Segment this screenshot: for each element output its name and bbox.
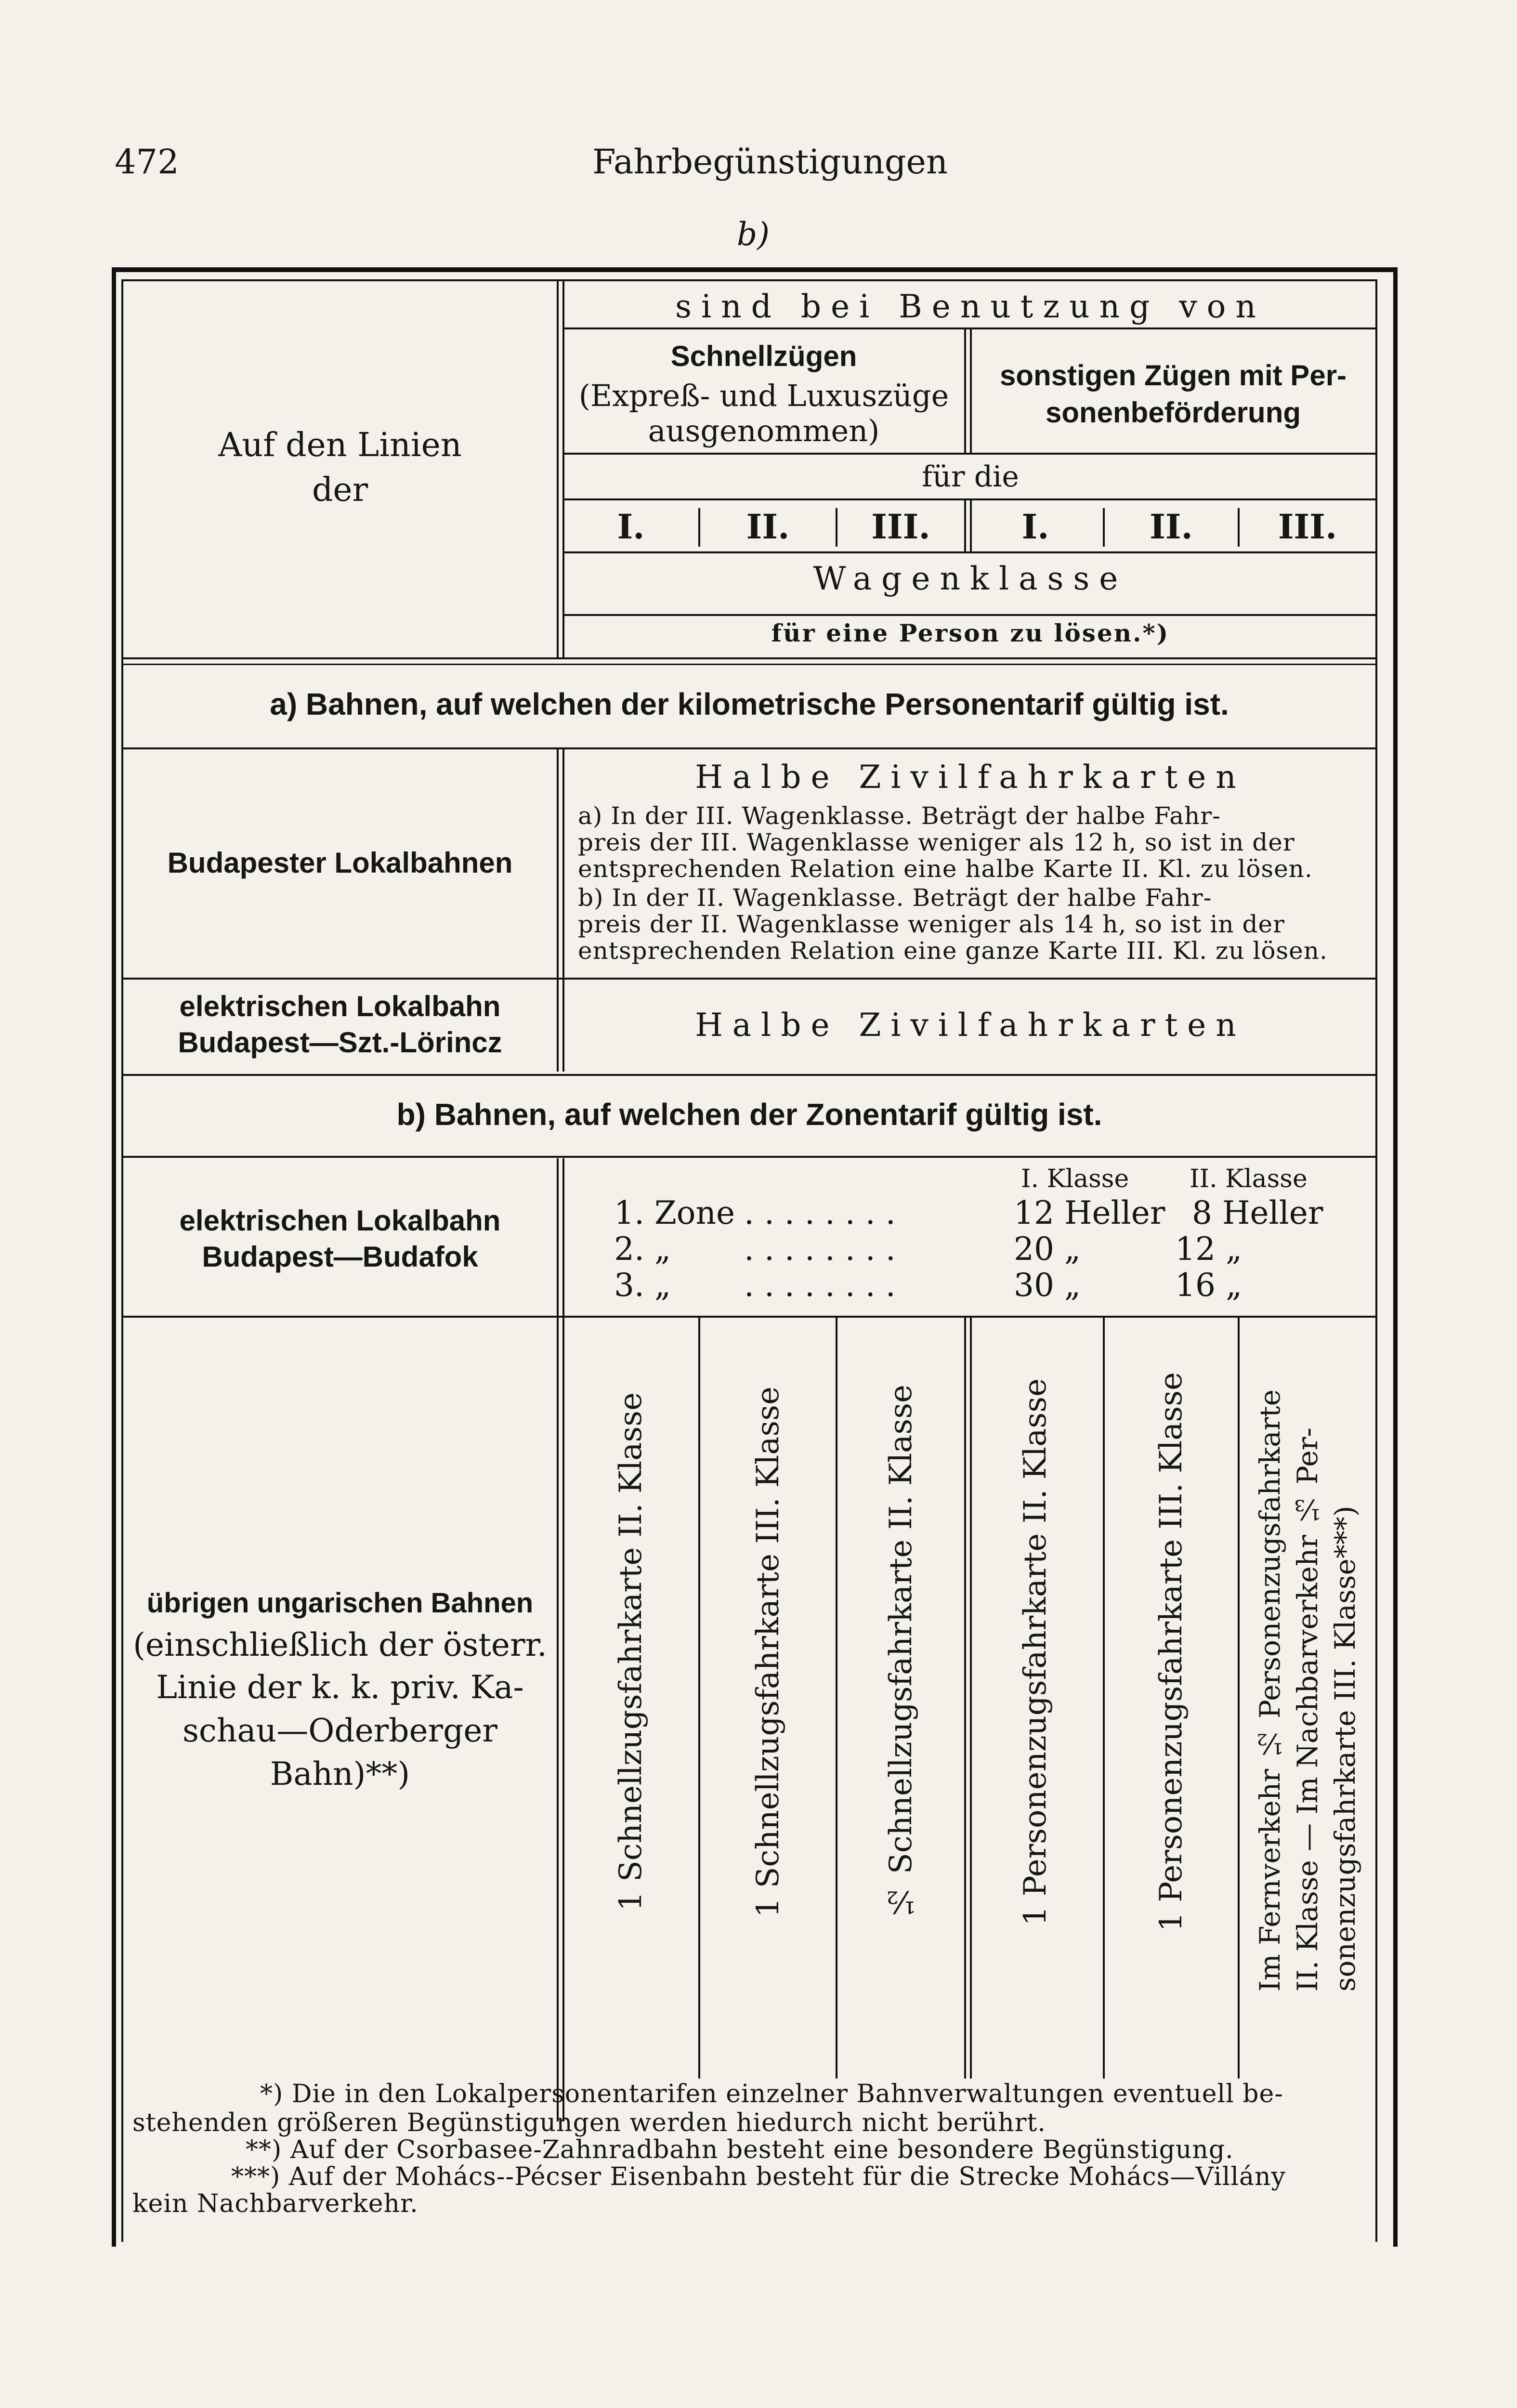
schnellzuegen-title: Schnellzügen [670, 340, 857, 372]
uebrigen-name-line4: Bahn)**) [270, 1755, 410, 1793]
zone-1-c2: 8 Heller [1192, 1194, 1323, 1231]
budapester-line2: preis der III. Wagenklasse weniger als 12 h, so ist in der [578, 828, 1295, 856]
fuer-die: für die [922, 460, 1019, 494]
hline-section-b-top [121, 1074, 1377, 1076]
uebrigen-col-6-line1: Im Fernverkehr ½ Personenzugsfahrkarte [1254, 1389, 1286, 1992]
uebrigen-col-3-text: ½ Schnellzugsfahrkarte II. Klasse [883, 1384, 919, 1920]
uebrigen-col-3 [837, 1339, 964, 1965]
uebrigen-col-6-text [1251, 1389, 1364, 1991]
hline-section-a-top [121, 657, 1377, 659]
sonstigen-line1: sonstigen Zügen mit Per- [999, 359, 1347, 392]
footnote-1a: *) Die in den Lokalpersonentarifen einzelner Bahnverwaltungen eventuell be- [260, 2080, 1283, 2108]
uebrigen-col-5 [1105, 1339, 1238, 1965]
uebrigen-name-line3: schau—Oderberger [183, 1712, 497, 1749]
zone-2-c1: 20 „ [1014, 1230, 1081, 1268]
footnote-1b: stehenden größeren Begünstigungen werden hiedurch nicht berührt. [132, 2108, 1046, 2137]
fuer-eine-person: für eine Person zu lösen.*) [771, 619, 1170, 647]
class-label-6: III. [1278, 507, 1337, 547]
running-title: Fahrbegünstigungen [592, 142, 948, 182]
hline-fuer-die-top [563, 453, 1377, 455]
uebrigen-col-6 [1240, 1339, 1375, 2042]
hline-classes-bottom [563, 551, 1377, 553]
class-label-2: II. [746, 507, 790, 547]
wagenklasse: Wagenklasse [813, 560, 1128, 597]
zone-3-c1: 30 „ [1014, 1267, 1081, 1304]
schnellzuegen-sub1: (Expreß- und Luxuszüge [578, 378, 949, 413]
footnote-2: **) Auf der Csorbasee-Zahnradbahn besteht eine besondere Begünstigung. [246, 2135, 1234, 2164]
hline-section-a-top2 [121, 664, 1377, 665]
zone-2-label: 2. „ [614, 1230, 671, 1268]
budapester-name: Budapester Lokalbahnen [167, 847, 513, 879]
uebrigen-col-5-text: 1 Personenzugsfahrkarte III. Klasse [1153, 1372, 1189, 1932]
uebrigen-col-2-text: 1 Schnellzugsfahrkarte III. Klasse [750, 1386, 786, 1918]
left-header-line2: der [312, 471, 368, 509]
zone-3-c2: 16 „ [1175, 1267, 1242, 1304]
hline-section-a-bottom [121, 747, 1377, 749]
hline-budapester-bottom [121, 978, 1377, 980]
class-label-1: I. [617, 507, 645, 547]
budafok-col1-header: I. Klasse [1021, 1165, 1129, 1193]
zone-3-label: 3. „ [614, 1267, 671, 1304]
section-a-heading: a) Bahnen, auf welchen der kilometrische Personentarif gültig ist. [270, 687, 1229, 721]
uebrigen-col-6-line3: sonenzugsfahrkarte III. Klasse***) [1329, 1505, 1361, 1992]
left-header-line1: Auf den Linien [218, 426, 462, 464]
uebrigen-name-line2: Linie der k. k. priv. Ka- [156, 1669, 524, 1706]
budafok-name2: Budapest—Budafok [202, 1241, 478, 1273]
class-label-5: II. [1150, 507, 1193, 547]
zone-3-dots: . . . . . . . . [744, 1267, 896, 1304]
section-label: b) [737, 216, 770, 253]
zone-2-c2: 12 „ [1175, 1230, 1242, 1268]
szt-lorincz-name1: elektrischen Lokalbahn [179, 990, 501, 1022]
budapester-title: Halbe Zivilfahrkarten [695, 759, 1246, 796]
uebrigen-name-bold: übrigen ungarischen Bahnen [146, 1587, 534, 1619]
sonstigen-line2: sonenbeförderung [1045, 396, 1301, 429]
budafok-name1: elektrischen Lokalbahn [179, 1204, 501, 1237]
budapester-line4: b) In der II. Wagenklasse. Beträgt der halbe Fahr- [578, 884, 1212, 912]
szt-lorincz-text: Halbe Zivilfahrkarten [695, 1007, 1246, 1044]
szt-lorincz-name2: Budapest—Szt.-Lörincz [178, 1026, 502, 1059]
uebrigen-col-4-text: 1 Personenzugsfahrkarte II. Klasse [1018, 1378, 1053, 1926]
budapester-line6: entsprechenden Relation eine ganze Karte III. Kl. zu lösen. [578, 937, 1328, 965]
uebrigen-name-line1: (einschließlich der österr. [133, 1626, 547, 1663]
hline-budafok-bottom [121, 1316, 1377, 1318]
table-inner-top [121, 279, 1377, 281]
footnote-3a: ***) Auf der Mohács--Pécser Eisenbahn besteht für die Strecke Mohács—Villány [231, 2162, 1286, 2191]
zone-2-dots: . . . . . . . . [744, 1230, 896, 1268]
hline-wagenklasse [563, 614, 1377, 616]
zone-1-c1: 12 Heller [1014, 1194, 1165, 1231]
zone-1-dots: . . . . . . . . [744, 1194, 896, 1231]
class-label-4: I. [1021, 507, 1049, 547]
hline-section-b-bottom [121, 1156, 1377, 1158]
sind-bei-benutzung: sind bei Benutzung von [675, 288, 1266, 325]
uebrigen-col-4 [968, 1339, 1103, 1965]
budafok-col2-header: II. Klasse [1190, 1165, 1308, 1193]
uebrigen-col-1 [563, 1339, 698, 1965]
budapester-line3: entsprechenden Relation eine halbe Karte II. Kl. zu lösen. [578, 855, 1313, 883]
budapester-line1: a) In der III. Wagenklasse. Beträgt der halbe Fahr- [578, 802, 1221, 830]
uebrigen-col-6-line2: II. Klasse — Im Nachbarverkehr ⅓ Per- [1291, 1427, 1324, 1992]
section-b-heading: b) Bahnen, auf welchen der Zonentarif gültig ist. [396, 1097, 1102, 1132]
page-number: 472 [115, 142, 179, 182]
zone-1-label: 1. Zone [614, 1194, 735, 1231]
footnote-3b: kein Nachbarverkehr. [132, 2189, 418, 2218]
class-label-3: III. [871, 507, 930, 547]
budapester-line5: preis der II. Wagenklasse weniger als 14 h, so ist in der [578, 910, 1285, 938]
uebrigen-col-1-text: 1 Schnellzugsfahrkarte II. Klasse [613, 1392, 649, 1911]
schnellzuegen-sub2: ausgenommen) [648, 413, 880, 448]
uebrigen-col-2 [700, 1339, 836, 1965]
